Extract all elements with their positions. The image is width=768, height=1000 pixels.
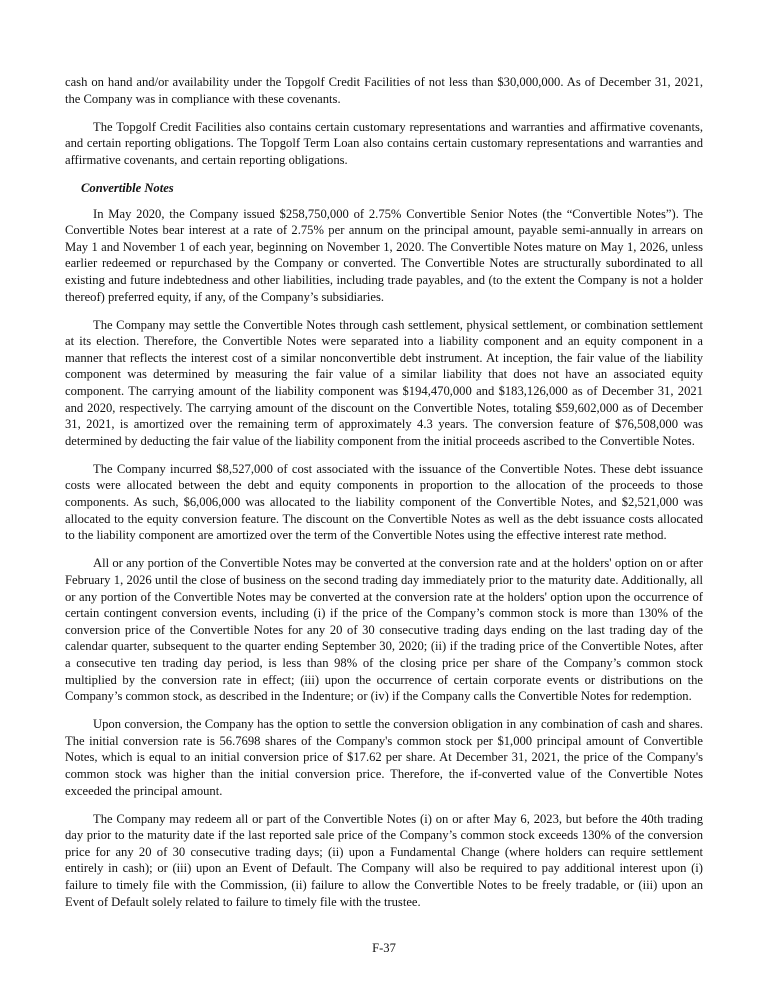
paragraph-topgolf-representations: The Topgolf Credit Facilities also contains certain customary representations and warranties and affirmative covenants, and certain reporting obligations. The Topgolf Term Loan also contains certain customary representations and warranties and affirmative covenants, and certain reporting obligations. xyxy=(65,119,703,167)
paragraph-conversion-conditions: All or any portion of the Convertible Notes may be converted at the conversion rate and at the holders' option on or after February 1, 2026 until the close of business on the second trading day immediately prior to the maturity date. Additionally, all or any portion of the Convertible Notes may be converted at the conversion rate at the holders' option upon the occurrence of certain contingent conversion events, including (i) if the price of the Company’s common stock is more than 130% of the conversion price of the Convertible Notes for any 20 of 30 consecutive trading days ending on the last trading day of the calendar quarter, subsequent to the quarter ending September 30, 2020; (ii) if the trading price of the Convertible Notes, after a consecutive ten trading day period, is less than 98% of the closing price per share of the Company’s common stock multiplied by the conversion rate in effect; (iii) upon the occurrence of certain corporate events or distributions on the Company’s common stock, as described in the Indenture; or (iv) if the Company calls the Convertible Notes for redemption. xyxy=(65,556,703,704)
paragraph-notes-issuance: In May 2020, the Company issued $258,750,000 of 2.75% Convertible Senior Notes (the “Convertible Notes”). The Convertible Notes bear interest at a rate of 2.75% per annum on the principal amount, payable semi-annually in arrears on May 1 and November 1 of each year, beginning on November 1, 2020. The Convertible Notes mature on May 1, 2026, unless earlier redeemed or repurchased by the Company or converted. The Convertible Notes are structurally subordinated to all existing and future indebtedness and other liabilities, including trade payables, and (to the extent the Company is not a holder thereof) preferred equity, if any, of the Company’s subsidiaries. xyxy=(65,206,703,304)
document-page xyxy=(65,74,703,922)
paragraph-conversion-rate: Upon conversion, the Company has the option to settle the conversion obligation in any combination of cash and shares. The initial conversion rate is 56.7698 shares of the Company's common stock per $1,000 principal amount of Convertible Notes, which is equal to an initial conversion price of $17.62 per share. At December 31, 2021, the price of the Company's common stock was higher than the initial conversion price. Therefore, the if-converted value of the Convertible Notes exceeded the principal amount. xyxy=(65,717,703,798)
section-heading-convertible-notes: Convertible Notes xyxy=(81,180,174,195)
paragraph-redemption: The Company may redeem all or part of the Convertible Notes (i) on or after May 6, 2023, but before the 40th trading day prior to the maturity date if the last reported sale price of the Company’s common stock exceeds 130% of the conversion price for any 20 of 30 consecutive trading days; (ii) upon a Fundamental Change (where holders can require settlement entirely in cash); or (iii) upon an Event of Default. The Company will also be required to pay additional interest upon (i) failure to timely file with the Commission, (ii) failure to allow the Convertible Notes to be freely tradable, or (iii) upon an Event of Default solely related to failure to timely file with the trustee. xyxy=(65,811,703,909)
page-number: F-37 xyxy=(372,941,396,955)
paragraph-issuance-costs: The Company incurred $8,527,000 of cost associated with the issuance of the Convertible Notes. These debt issuance costs were allocated between the debt and equity components in proportion to the allocation of the proceeds to those components. As such, $6,006,000 was allocated to the liability component of the Convertible Notes, and $2,521,000 was allocated to the equity conversion feature. The discount on the Convertible Notes as well as the debt issuance costs allocated to the liability component are amortized over the term of the Convertible Notes using the effective interest rate method. xyxy=(65,461,703,543)
paragraph-covenant-compliance: cash on hand and/or availability under the Topgolf Credit Facilities of not less than $30,000,000. As of December 31, 2021, the Company was in compliance with these covenants. xyxy=(65,75,703,106)
paragraph-settlement-components: The Company may settle the Convertible Notes through cash settlement, physical settlement, or combination settlement at its election. Therefore, the Convertible Notes were separated into a liability component and an equity component in a manner that reflects the interest cost of a similar nonconvertible debt instrument. At inception, the fair value of the liability component was determined by measuring the fair value of a similar liability that does not have an associated equity component. The carrying amount of the liability component was $194,470,000 and $183,126,000 as of December 31, 2021 and 2020, respectively. The carrying amount of the discount on the Convertible Notes, totaling $59,602,000 as of December 31, 2021, is amortized over the remaining term of approximately 4.3 years. The conversion feature of $76,508,000 was determined by deducting the fair value of the liability component from the initial proceeds ascribed to the Convertible Notes. xyxy=(65,317,703,448)
